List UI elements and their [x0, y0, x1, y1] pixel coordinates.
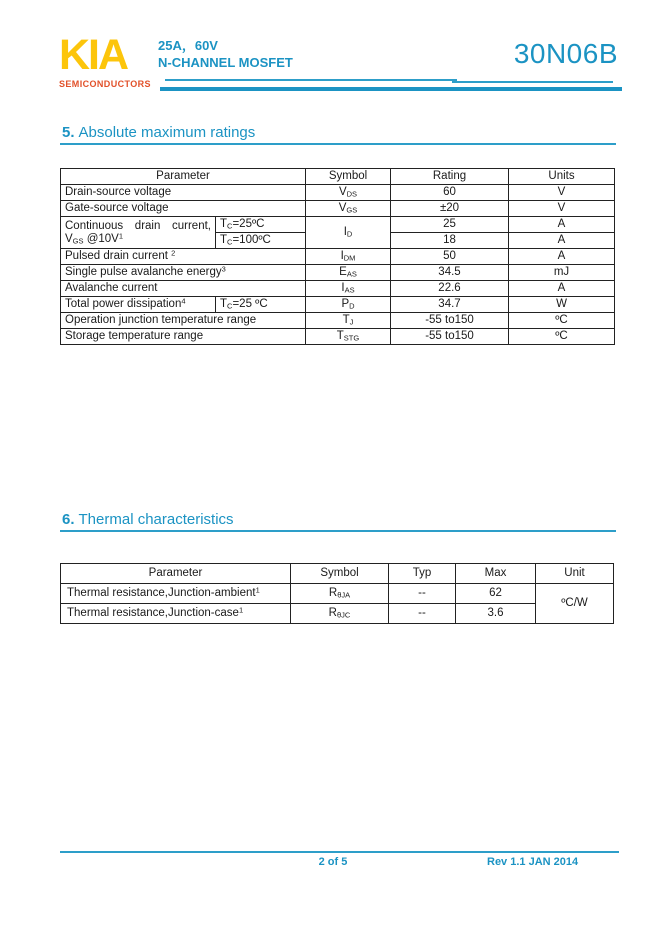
- cell-condition: $T_C=25$ ºC: [216, 297, 306, 313]
- column-header-parameter: Parameter: [61, 564, 291, 584]
- kia-logo: [59, 33, 151, 89]
- cell-parameter: [61, 217, 216, 249]
- cell-parameter: Single pulse avalanche energy$^3$: [61, 265, 306, 281]
- cell-typ: --: [389, 604, 456, 624]
- cell-rating: -55 to150: [391, 329, 509, 345]
- cell-symbol: $R_{\theta JA}$: [291, 584, 389, 604]
- kia-logo-subtext: SEMICONDUCTORS: [59, 79, 151, 89]
- table-row: [61, 217, 615, 233]
- cell-symbol: $I_D$: [306, 217, 391, 249]
- cell-condition: $T_C=25ºC$: [216, 217, 306, 233]
- section-number: 5.: [62, 124, 75, 141]
- cell-rating: 34.7: [391, 297, 509, 313]
- page-indicator: 2 of 5: [318, 856, 348, 868]
- cell-max: 62: [456, 584, 536, 604]
- table-row: [61, 185, 615, 201]
- column-header-unit: Unit: [536, 564, 614, 584]
- cell-parameter: Gate-source voltage: [61, 201, 306, 217]
- cell-units: ºC: [509, 329, 615, 345]
- cell-symbol: $E_{AS}$: [306, 265, 391, 281]
- cell-symbol: $T_J$: [306, 313, 391, 329]
- cell-units: ºC: [509, 313, 615, 329]
- thermal-characteristics-table: [60, 563, 614, 624]
- cell-parameter: Drain-source voltage: [61, 185, 306, 201]
- section-title-absolute-maximum-ratings: [62, 124, 255, 141]
- cell-units: W: [509, 297, 615, 313]
- section-underline: [60, 530, 616, 532]
- cell-max: 3.6: [456, 604, 536, 624]
- cell-parameter: Total power dissipation$^4$: [61, 297, 216, 313]
- header-rule-thin-right: [452, 81, 613, 83]
- cell-rating: 34.5: [391, 265, 509, 281]
- cell-units: A: [509, 233, 615, 249]
- absolute-maximum-ratings-table: [60, 168, 615, 345]
- cell-parameter: Pulsed drain current $^2$: [61, 249, 306, 265]
- header-rule-thin-left: [165, 79, 457, 81]
- part-number: 30N06B: [513, 38, 618, 69]
- table-row: [61, 584, 614, 604]
- header-rule-thick: [160, 87, 622, 91]
- table-row: [61, 265, 615, 281]
- cell-symbol: $V_{GS}$: [306, 201, 391, 217]
- column-header-rating: Rating: [391, 169, 509, 185]
- table-row: [61, 201, 615, 217]
- column-header-parameter: Parameter: [61, 169, 306, 185]
- cell-parameter: Avalanche current: [61, 281, 306, 297]
- cell-rating: 50: [391, 249, 509, 265]
- table-row: [61, 281, 615, 297]
- cell-symbol: $R_{\theta JC}$: [291, 604, 389, 624]
- device-summary: [158, 37, 293, 71]
- cell-rating: -55 to150: [391, 313, 509, 329]
- table-row: [61, 297, 615, 313]
- table-header-row: [61, 169, 615, 185]
- cell-parameter: Thermal resistance,Junction-case$^1$: [61, 604, 291, 624]
- cell-rating: 60: [391, 185, 509, 201]
- cell-symbol: $I_{DM}$: [306, 249, 391, 265]
- cell-rating: 18: [391, 233, 509, 249]
- cell-units: V: [509, 201, 615, 217]
- device-rating-line: 25A，60V: [158, 38, 218, 53]
- section-underline: [60, 143, 616, 145]
- cell-unit: ºC/W: [536, 584, 614, 624]
- cell-units: V: [509, 185, 615, 201]
- kia-logo-text: KIA: [59, 31, 128, 79]
- section-title-thermal-characteristics: [62, 511, 234, 528]
- parameter-line2: $V_{GS}$ $@10V^1$: [65, 231, 124, 245]
- cell-condition: $T_C=100ºC$: [216, 233, 306, 249]
- footer-rule: [60, 851, 619, 853]
- section-label: Thermal characteristics: [78, 511, 234, 528]
- cell-symbol: $I_{AS}$: [306, 281, 391, 297]
- revision-label: Rev 1.1 JAN 2014: [487, 856, 579, 868]
- table-header-row: [61, 564, 614, 584]
- cell-symbol: $T_{STG}$: [306, 329, 391, 345]
- cell-parameter: Operation junction temperature range: [61, 313, 306, 329]
- column-header-units: Units: [509, 169, 615, 185]
- cell-rating: 25: [391, 217, 509, 233]
- parameter-line1: Continuous drain current,: [65, 219, 211, 232]
- device-type-line: N-CHANNEL MOSFET: [158, 55, 293, 70]
- cell-symbol: $P_D$: [306, 297, 391, 313]
- cell-units: mJ: [509, 265, 615, 281]
- column-header-max: Max: [456, 564, 536, 584]
- section-label: Absolute maximum ratings: [78, 124, 256, 141]
- column-header-symbol: Symbol: [306, 169, 391, 185]
- column-header-typ: Typ: [389, 564, 456, 584]
- section-number: 6.: [62, 511, 75, 528]
- table-row: [61, 313, 615, 329]
- cell-parameter: Thermal resistance,Junction-ambient$^1$: [61, 584, 291, 604]
- cell-rating: ±20: [391, 201, 509, 217]
- cell-rating: 22.6: [391, 281, 509, 297]
- table-row: [61, 604, 614, 624]
- cell-parameter: Storage temperature range: [61, 329, 306, 345]
- cell-units: A: [509, 217, 615, 233]
- cell-units: A: [509, 281, 615, 297]
- cell-units: A: [509, 249, 615, 265]
- table-row: [61, 249, 615, 265]
- table-row: [61, 329, 615, 345]
- cell-typ: --: [389, 584, 456, 604]
- column-header-symbol: Symbol: [291, 564, 389, 584]
- cell-symbol: $V_{DS}$: [306, 185, 391, 201]
